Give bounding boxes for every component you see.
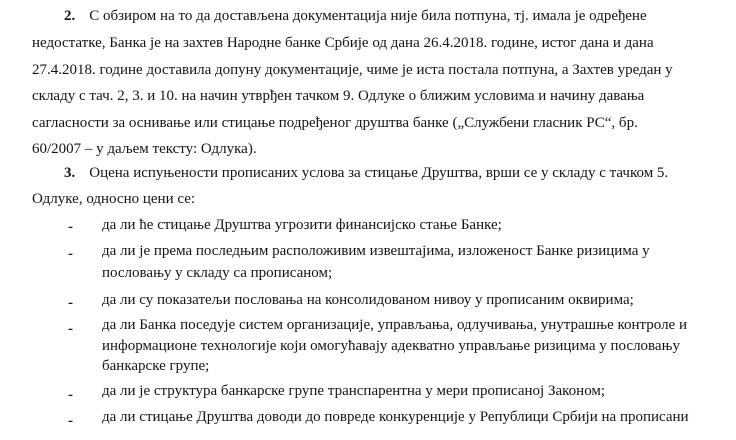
bullet-2-line-2: пословању у складу са прописаном; bbox=[102, 265, 333, 281]
bullet-4-line-3: банкарске групе; bbox=[102, 358, 210, 374]
paragraph-number: 2. bbox=[64, 8, 76, 24]
bullet-dash: - bbox=[68, 387, 73, 403]
bullet-dash: - bbox=[68, 246, 73, 262]
bullet-4-line-1: да ли Банка поседује систем организације, управљања, одлучивања, унутрашње контроле и bbox=[102, 317, 687, 333]
paragraph-2-line-5: сагласности за оснивање или стицање подређеног друштва банке („Службени гласник РС“, бр. bbox=[32, 115, 638, 131]
paragraph-2-line-6: 60/2007 – у даљем тексту: Одлука). bbox=[32, 141, 257, 157]
bullet-2-line-1: да ли је према последњим расположивим извештајима, изложеност Банке ризицима у bbox=[102, 243, 650, 259]
paragraph-3-line-1: 3. Оцена испуњености прописаних услова за стицање Друштва, врши се у складу с тачком 5. bbox=[64, 165, 669, 181]
paragraph-number: 3. bbox=[64, 165, 76, 181]
bullet-dash: - bbox=[68, 219, 73, 235]
paragraph-2-line-2: недостатке, Банка је на захтев Народне банке Србије од дана 26.4.2018. године, истог дана и дана bbox=[32, 35, 654, 51]
bullet-3-line-1: да ли су показатељи пословања на консолидованом нивоу у прописаним оквирима; bbox=[102, 292, 634, 308]
paragraph-2-line-3: 27.4.2018. године доставила допуну документације, чиме је иста постала потпуна, а Захтев уредан у bbox=[32, 62, 673, 78]
bullet-4-line-2: информационе технологије који омогућавају адекватно управљање ризицима у пословању bbox=[102, 338, 680, 354]
bullet-1-line-1: да ли ће стицање Друштва угрозити финансијско стање Банке; bbox=[102, 217, 502, 233]
bullet-5-line-1: да ли је структура банкарске групе транспарентна у мери прописаној Законом; bbox=[102, 383, 606, 399]
paragraph-2-line-1: 2. С обзиром на то да достављена документација није била потпуна, тј. имала је одређене bbox=[64, 8, 647, 24]
paragraph-2-line-4: складу с тач. 2, 3. и 10. на начин утврђен тачком 9. Одлуке о ближим условима и начину давања bbox=[32, 88, 645, 104]
bullet-dash: - bbox=[68, 413, 73, 429]
paragraph-3-line-2: Одлуке, односно цени се: bbox=[32, 191, 196, 207]
bullet-dash: - bbox=[68, 321, 73, 337]
bullet-dash: - bbox=[68, 295, 73, 311]
bullet-6-line-1: да ли стицање Друштва доводи до повреде конкуренције у Републици Србији на прописани bbox=[102, 409, 689, 425]
